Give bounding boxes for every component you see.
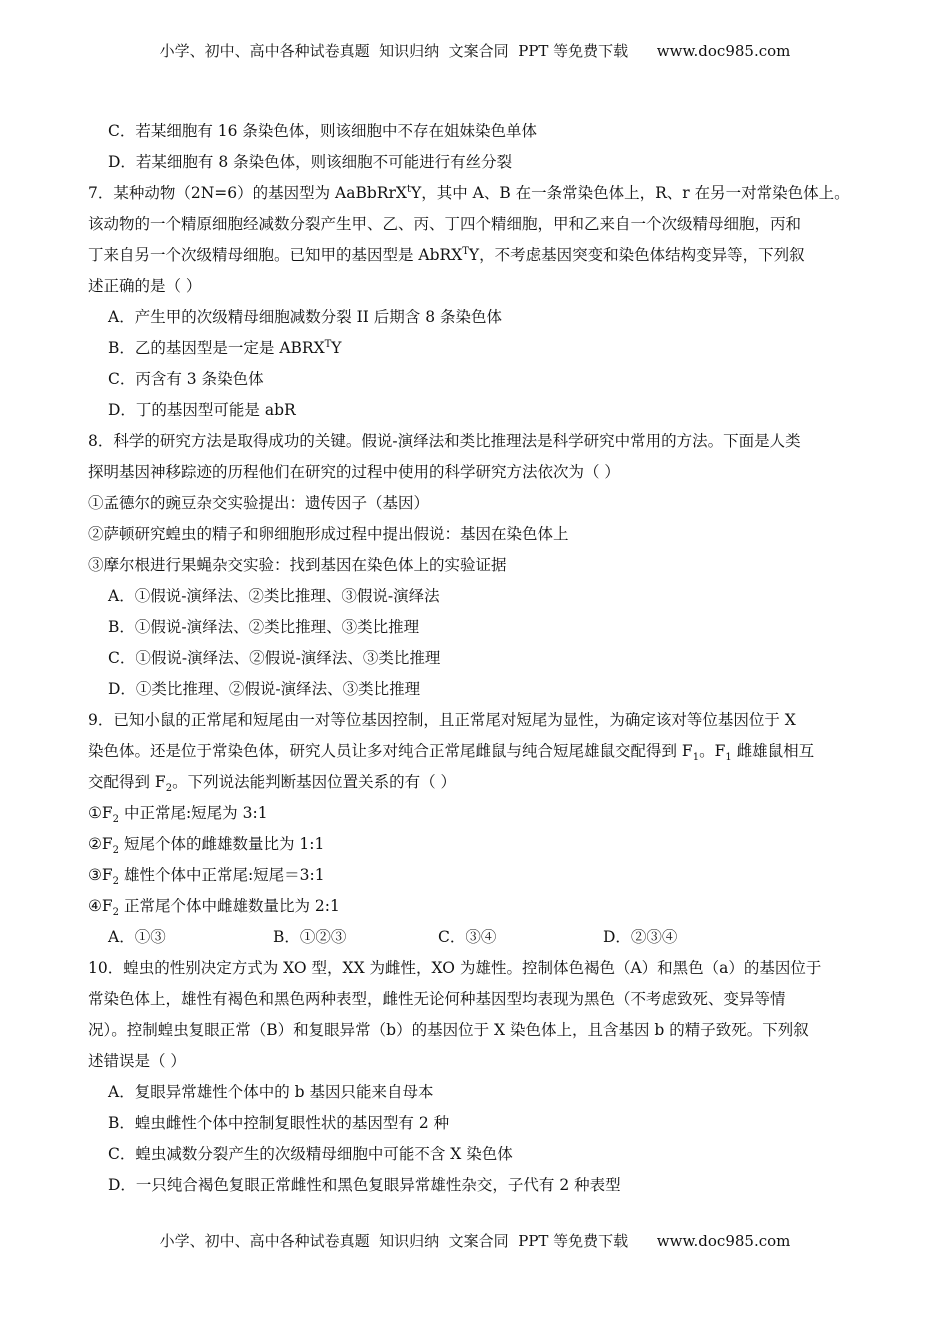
q9-stem-line1: 9．已知小鼠的正常尾和短尾由一对等位基因控制，且正常尾对短尾为显性，为确定该对等位基因位于 X — [88, 711, 796, 729]
q8-statement-2: ②萨顿研究蝗虫的精子和卵细胞形成过程中提出假说：基因在染色体上 — [88, 525, 569, 543]
q10-stem-line3: 况）。控制蝗虫复眼正常（B）和复眼异常（b）的基因位于 X 染色体上，且含基因 b 的精子致死。下列叙 — [88, 1021, 809, 1039]
q7-option-d: D．丁的基因型可能是 abR — [108, 401, 296, 419]
q9-statement-4: $④F_2$ 正常尾个体中雌雄数量比为 2:1 — [88, 897, 340, 919]
q10-stem-line4: 述错误是（ ） — [88, 1052, 186, 1070]
q9-stem-line3: 交配得到 $F_2$。下列说法能判断基因位置关系的有（ ） — [88, 773, 456, 795]
q8-option-d: D．①类比推理、②假说-演绎法、③类比推理 — [108, 680, 421, 698]
q9-option-b: B．①②③ — [273, 928, 347, 946]
q10-option-a: A．复眼异常雄性个体中的 b 基因只能来自母本 — [108, 1083, 434, 1101]
q10-option-c: C．蝗虫减数分裂产生的次级精母细胞中可能不含 X 染色体 — [108, 1145, 513, 1163]
q8-option-b: B．①假说-演绎法、②类比推理、③类比推理 — [108, 618, 420, 636]
q8-statement-1: ①孟德尔的豌豆杂交实验提出：遗传因子（基因） — [88, 494, 430, 512]
q9-option-a: A．①③ — [108, 928, 166, 946]
q9-option-c: C．③④ — [438, 928, 497, 946]
q7-option-a: A．产生甲的次级精母细胞减数分裂 II 后期含 8 条染色体 — [108, 308, 503, 326]
q8-stem-line1: 8．科学的研究方法是取得成功的关键。假说-演绎法和类比推理法是科学研究中常用的方法。下面是人类 — [88, 432, 801, 450]
q6-option-c: C．若某细胞有 16 条染色体，则该细胞中不存在姐妹染色单体 — [108, 122, 537, 140]
q10-stem-line2: 常染色体上，雄性有褐色和黑色两种表型，雌性无论何种基因型均表现为黑色（不考虑致死、变异等情 — [88, 990, 786, 1008]
q7-stem-line1: 7．某种动物（2N=6）的基因型为 AaBbRrX$^t$Y，其中 A、B 在一条常染色体上，R、r 在另一对常染色体上。 — [88, 183, 850, 202]
q7-stem-line3: 丁来自另一个次级精母细胞。已知甲的基因型是 AbRX$^T$Y，不考虑基因突变和染色体结构变异等，下列叙 — [88, 245, 805, 264]
q9-option-d: D．②③④ — [603, 928, 678, 946]
q7-option-b: B．乙的基因型是一定是 $ABRX^TY$ — [108, 338, 342, 357]
q8-option-a: A．①假说-演绎法、②类比推理、③假说-演绎法 — [108, 587, 440, 605]
q9-options — [88, 922, 863, 953]
page-footer: 小学、初中、高中各种试卷真题 知识归纳 文案合同 PPT 等免费下载 www.doc985.com — [159, 1232, 791, 1250]
q7-stem-line2: 该动物的一个精原细胞经减数分裂产生甲、乙、丙、丁四个精细胞，甲和乙来自一个次级精母细胞，丙和 — [88, 215, 802, 233]
q7-stem-line4: 述正确的是（ ） — [88, 277, 202, 295]
q9-stem-line2: 染色体。还是位于常染色体，研究人员让多对纯合正常尾雌鼠与纯合短尾雄鼠交配得到 $F_1$。$F_1$ 雌雄鼠相互 — [88, 742, 815, 764]
q8-stem-line2: 探明基因神移踪迹的历程他们在研究的过程中使用的科学研究方法依次为（ ） — [88, 463, 620, 481]
q7-option-c: C．丙含有 3 条染色体 — [108, 370, 264, 388]
q9-statement-1: $①F_2$ 中正常尾:短尾为 3:1 — [88, 804, 268, 826]
q10-option-d: D．一只纯合褐色复眼正常雌性和黑色复眼异常雄性杂交，子代有 2 种表型 — [108, 1176, 621, 1194]
q10-stem-line1: 10．蝗虫的性别决定方式为 XO 型，XX 为雌性，XO 为雄性。控制体色褐色（A）和黑色（a）的基因位于 — [88, 959, 822, 977]
q8-statement-3: ③摩尔根进行果蝇杂交实验：找到基因在染色体上的实验证据 — [88, 556, 507, 574]
q9-statement-2: $②F_2$ 短尾个体的雌雄数量比为 1:1 — [88, 835, 325, 857]
q6-option-d: D．若某细胞有 8 条染色体，则该细胞不可能进行有丝分裂 — [108, 153, 513, 171]
q8-option-c: C．①假说-演绎法、②假说-演绎法、③类比推理 — [108, 649, 441, 667]
q10-option-b: B．蝗虫雌性个体中控制复眼性状的基因型有 2 种 — [108, 1114, 450, 1132]
page-header: 小学、初中、高中各种试卷真题 知识归纳 文案合同 PPT 等免费下载 www.doc985.com — [159, 42, 791, 60]
exam-content — [88, 116, 863, 1201]
q9-statement-3: $③F_2$ 雄性个体中正常尾:短尾＝3:1 — [88, 866, 325, 888]
